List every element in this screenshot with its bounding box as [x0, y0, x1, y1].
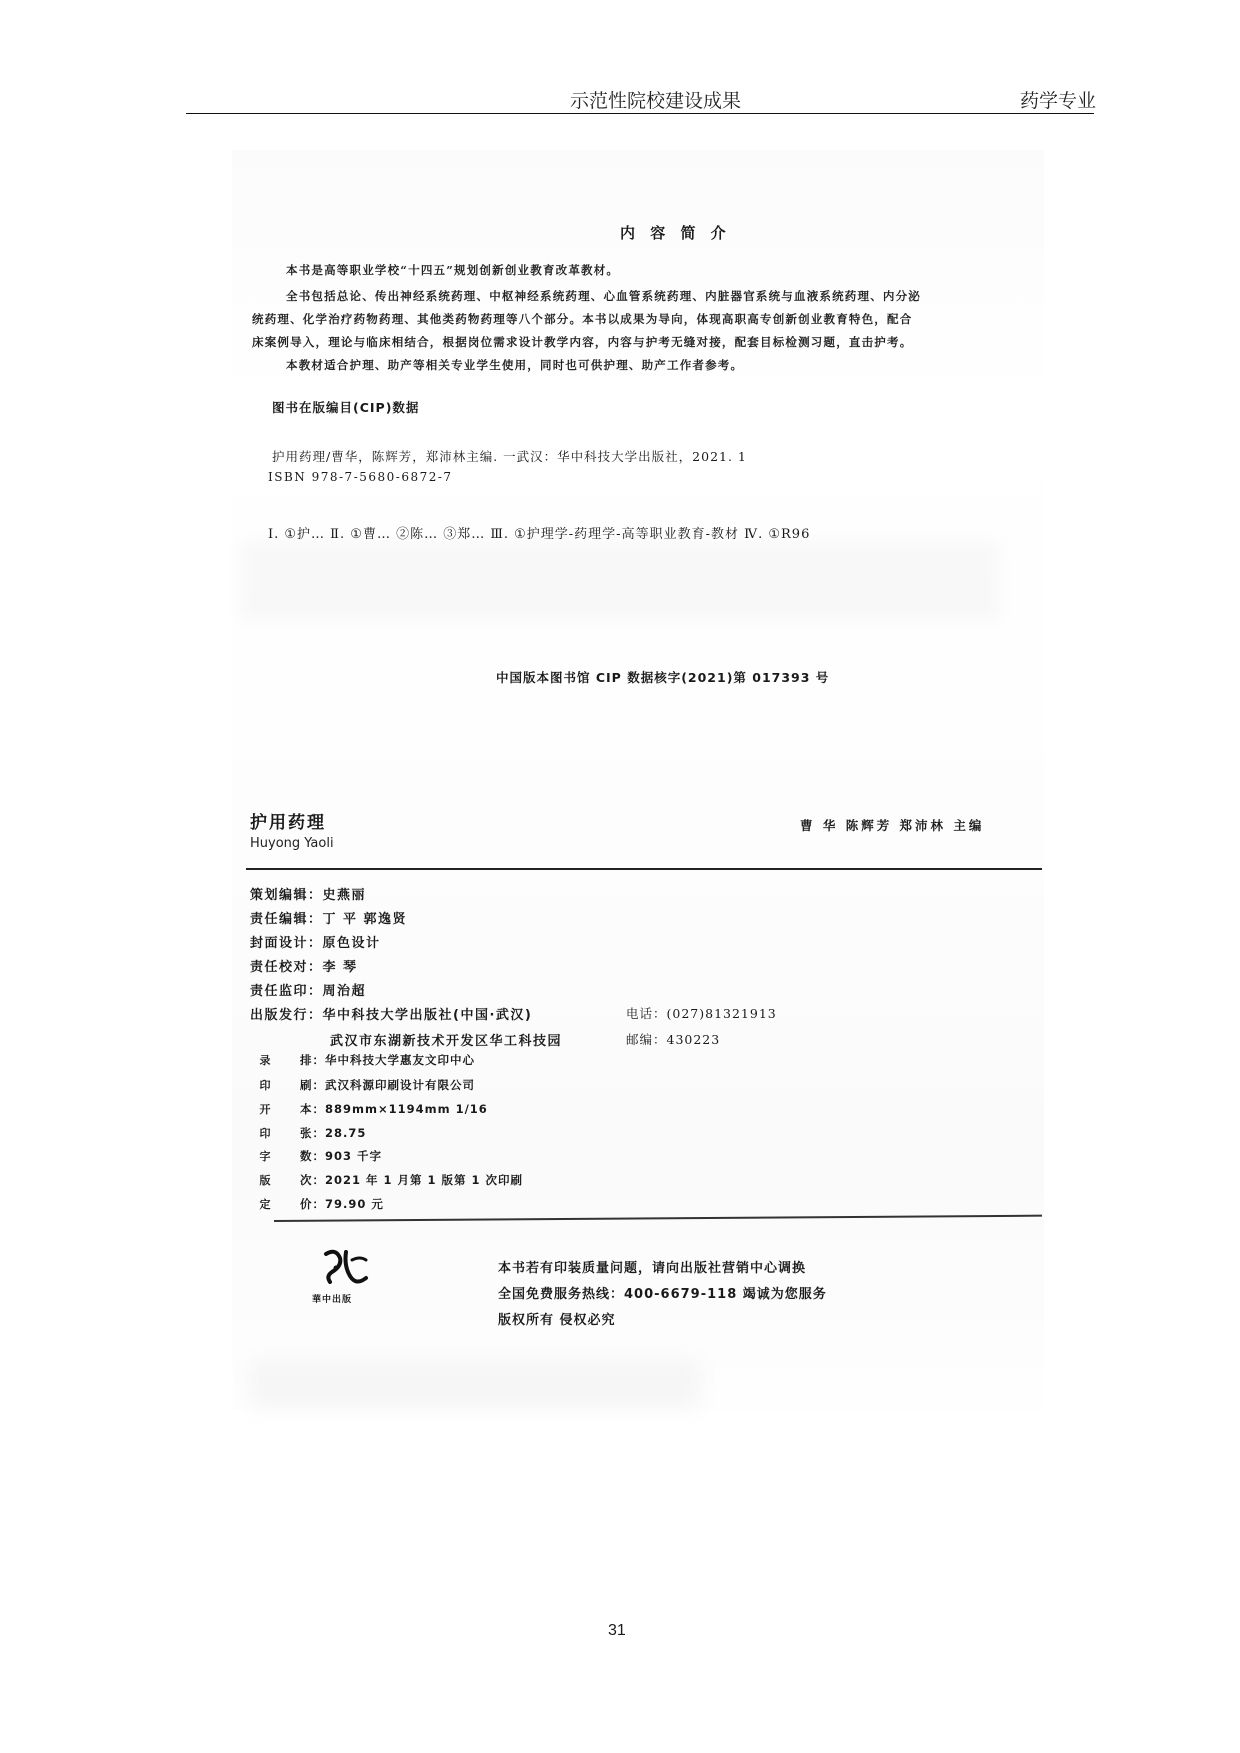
scan-shadow [240, 540, 1000, 620]
cip-heading: 图书在版编目(CIP)数据 [272, 400, 420, 415]
book-pinyin: Huyong Yaoli [250, 836, 334, 851]
spec-price: 价：79.90 元 [300, 1197, 384, 1211]
responsible-editor: 责任编辑：丁 平 郭逸贤 [250, 912, 408, 927]
scan-shadow [250, 1360, 700, 1410]
running-header-title: 示范性院校建设成果 [570, 90, 742, 112]
page-number: 31 [608, 1622, 626, 1639]
spec-label: 印 [259, 1079, 271, 1092]
spec-word-count: 数：903 千字 [300, 1149, 383, 1163]
spec-printing: 刷：武汉科源印刷设计有限公司 [300, 1078, 475, 1092]
print-quality-notice: 本书若有印装质量问题，请向出版社营销中心调换 [498, 1261, 807, 1276]
cip-approval-number: 中国版本图书馆 CIP 数据核字(2021)第 017393 号 [496, 670, 830, 685]
spec-label: 录 [259, 1054, 271, 1067]
publisher-address: 武汉市东湖新技术开发区华工科技园 [330, 1034, 563, 1049]
content-intro-title: 内 容 简 介 [620, 224, 731, 242]
publisher-phone: 电话：(027)81321913 [626, 1006, 777, 1021]
spec-label: 开 [259, 1103, 271, 1116]
spec-label: 定 [259, 1198, 271, 1211]
content-intro-line: 统药理、化学治疗药物药理、其他类药物药理等八个部分。本书以成果为导向，体现高职高专创新创业教育特色，配合 [252, 312, 913, 326]
divider [246, 868, 1042, 870]
cover-design: 封面设计：原色设计 [250, 936, 381, 951]
copyright-notice: 版权所有 侵权必究 [498, 1313, 616, 1328]
spec-label: 字 [259, 1150, 271, 1163]
print-supervisor: 责任监印：周治超 [250, 984, 367, 999]
spec-label: 版 [259, 1174, 271, 1187]
proofreading: 责任校对：李 琴 [250, 960, 358, 975]
running-header-section: 药学专业 [1020, 90, 1097, 112]
publisher: 出版发行：华中科技大学出版社(中国·武汉) [250, 1008, 533, 1023]
cip-isbn: ISBN 978-7-5680-6872-7 [268, 470, 453, 484]
spec-typesetting: 排：华中科技大学惠友文印中心 [300, 1053, 475, 1067]
spec-label: 印 [259, 1127, 271, 1140]
cip-entry: 护用药理/曹华，陈辉芳，郑沛林主编. 一武汉：华中科技大学出版社，2021. 1 [272, 449, 747, 464]
cip-classification: Ⅰ. ①护… Ⅱ. ①曹… ②陈… ③郑… Ⅲ. ①护理学-药理学-高等职业教育-教材 Ⅳ. ①R96 [268, 527, 811, 542]
content-intro-line: 床案例导入，理论与临床相结合，根据岗位需求设计教学内容，内容与护考无缝对接，配套目标检测习题，直击护考。 [252, 335, 913, 349]
publisher-logo-text: 華中出版 [312, 1295, 353, 1305]
content-intro-line: 本书是高等职业学校“十四五”规划创新创业教育改革教材。 [286, 263, 620, 277]
book-authors: 曹 华 陈辉芳 郑沛林 主编 [800, 818, 985, 833]
book-title: 护用药理 [250, 813, 326, 833]
spec-edition: 次：2021 年 1 月第 1 版第 1 次印刷 [300, 1173, 524, 1187]
content-intro-line: 本教材适合护理、助产等相关专业学生使用，同时也可供护理、助产工作者参考。 [286, 358, 744, 372]
content-intro-line: 全书包括总论、传出神经系统药理、中枢神经系统药理、心血管系统药理、内脏器官系统与血液系统药理、内分泌 [286, 289, 921, 303]
spec-sheets: 张：28.75 [300, 1126, 367, 1140]
header-rule [186, 113, 1094, 114]
publisher-postcode: 邮编：430223 [626, 1032, 721, 1047]
spec-format: 本：889mm×1194mm 1/16 [300, 1102, 488, 1116]
service-hotline: 全国免费服务热线：400-6679-118 竭诚为您服务 [498, 1287, 827, 1302]
planning-editor: 策划编辑：史燕丽 [250, 888, 367, 903]
